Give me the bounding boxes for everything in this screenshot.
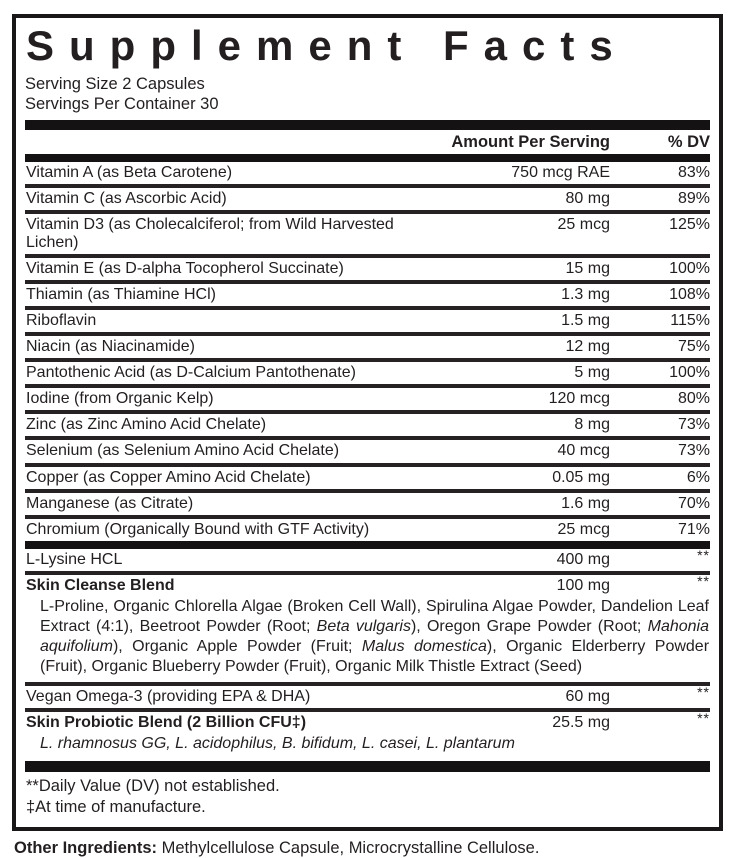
botanical-name: Malus domestica (361, 638, 487, 656)
nutrient-line (25, 684, 710, 708)
amount-value: 400 mg (556, 550, 610, 568)
nutrient-name: Chromium (Organically Bound with GTF Activity) (26, 520, 370, 538)
dv-value: 108% (669, 285, 710, 303)
nutrient-line (25, 386, 710, 410)
dv-value: 125% (669, 215, 710, 233)
nutrient-line (25, 212, 710, 254)
amount-value: 1.3 mg (561, 285, 610, 303)
divider-bar-top (25, 120, 710, 130)
nutrient-line (25, 186, 710, 210)
other-ingredients-text: Methylcellulose Capsule, Microcrystalline Cellulose. (157, 839, 540, 858)
nutrient-line (25, 491, 710, 515)
nutrient-line (25, 334, 710, 358)
nutrient-name: Thiamin (as Thiamine HCl) (26, 285, 216, 303)
nutrient-line (25, 465, 710, 489)
dv-value: 89% (677, 189, 710, 207)
amount-per-serving-header: Amount Per Serving (451, 132, 610, 151)
other-ingredients-label: Other Ingredients: (14, 839, 158, 858)
nutrient-name: Vitamin A (as Beta Carotene) (26, 163, 233, 181)
page-title: Supplement Facts (26, 22, 628, 69)
dv-value: 6% (686, 468, 710, 486)
amount-value: 60 mg (565, 687, 610, 705)
dv-value: 73% (677, 416, 710, 434)
ingredient-text: ), Organic Elderberry Powder (Fruit), Organic Blueberry Powder (Fruit), Organic Milk Thistle Extract (Seed) (40, 638, 710, 676)
nutrient-name: Iodine (from Organic Kelp) (26, 390, 214, 408)
divider-bar-bottom (25, 761, 710, 772)
botanical-name: L. rhamnosus GG, L. acidophilus, B. bifidum, L. casei, L. plantarum (40, 734, 515, 752)
serving-size-line: Serving Size 2 Capsules (25, 75, 205, 94)
table-row (25, 682, 710, 708)
table-row (25, 571, 710, 682)
table-row (25, 210, 710, 254)
nutrient-line (25, 360, 710, 384)
nutrient-name: Selenium (as Selenium Amino Acid Chelate) (26, 442, 340, 460)
nutrient-line (25, 412, 710, 436)
dv-value: 70% (677, 494, 710, 512)
nutrient-table-section-1 (25, 162, 710, 541)
ingredient-text: L-Proline, Organic Chlorella Algae (Broken Cell Wall), Spirulina Algae Powder, Dandelion Leaf Extract (4:1), Beetroot Powder (Root; (40, 598, 709, 636)
dv-value: 80% (677, 390, 710, 408)
table-row (25, 332, 710, 358)
nutrient-name: L-Lysine HCL (26, 550, 123, 568)
table-row (25, 162, 710, 184)
nutrient-line (25, 710, 710, 734)
blend-ingredients (25, 734, 710, 758)
amount-value: 80 mg (565, 189, 610, 207)
table-row (25, 184, 710, 210)
dv-value: 73% (677, 442, 710, 460)
nutrient-name: Riboflavin (26, 311, 97, 329)
amount-value: 0.05 mg (552, 468, 610, 486)
table-row (25, 280, 710, 306)
amount-value: 100 mg (556, 576, 610, 594)
amount-value: 12 mg (565, 338, 610, 356)
nutrient-line (25, 546, 710, 571)
amount-value: 15 mg (565, 259, 610, 277)
table-row (25, 254, 710, 280)
dv-value: ** (697, 546, 710, 563)
divider-bar-middle (25, 541, 710, 549)
table-row (25, 410, 710, 436)
table-row (25, 436, 710, 462)
table-row (25, 515, 710, 541)
amount-value: 25 mcg (557, 215, 610, 233)
percent-dv-header: % DV (667, 132, 710, 151)
amount-value: 5 mg (574, 364, 610, 382)
amount-value: 1.5 mg (561, 311, 610, 329)
servings-per-container-line: Servings Per Container 30 (25, 95, 219, 114)
supplement-facts-panel (12, 14, 723, 831)
botanical-name: Beta vulgaris (316, 618, 411, 636)
amount-value: 25 mcg (557, 520, 610, 538)
blend-ingredients (25, 597, 710, 682)
ingredient-text: ), Organic Apple Powder (Fruit; (112, 638, 362, 656)
dv-value: 75% (677, 338, 710, 356)
table-row (25, 463, 710, 489)
botanical-name: Mahonia aquifolium (40, 618, 709, 656)
dv-value: ** (697, 683, 710, 700)
nutrient-name: Vitamin E (as D-alpha Tocopherol Succinate) (26, 259, 344, 277)
nutrient-name: Vegan Omega-3 (providing EPA & DHA) (26, 687, 311, 705)
amount-value: 40 mcg (557, 442, 610, 460)
footnote-time-of-manufacture: ‡At time of manufacture. (26, 798, 206, 817)
nutrient-line (25, 438, 710, 462)
nutrient-name: Copper (as Copper Amino Acid Chelate) (26, 468, 311, 486)
nutrient-line (25, 517, 710, 541)
ingredient-text: ), Oregon Grape Powder (Root; (410, 618, 648, 636)
dv-value: 115% (670, 311, 710, 329)
amount-value: 8 mg (574, 416, 610, 434)
amount-value: 120 mcg (548, 390, 610, 408)
nutrient-name: Niacin (as Niacinamide) (26, 338, 195, 356)
footnote-dv-not-established: **Daily Value (DV) not established. (26, 776, 280, 795)
nutrient-line (25, 573, 710, 597)
divider-bar-header (25, 154, 710, 162)
nutrient-name: Pantothenic Acid (as D-Calcium Pantothenate) (26, 364, 356, 382)
nutrient-name: Vitamin D3 (as Cholecalciferol; from Wild Harvested Lichen) (26, 215, 394, 251)
nutrient-name: Skin Cleanse Blend (26, 576, 175, 594)
table-row (25, 489, 710, 515)
table-row (25, 708, 710, 758)
other-ingredients-line (1, 839, 735, 858)
nutrient-name: Vitamin C (as Ascorbic Acid) (26, 189, 227, 207)
footnotes (25, 772, 710, 821)
nutrient-line (25, 308, 710, 332)
nutrient-name: Skin Probiotic Blend (2 Billion CFU‡) (26, 713, 307, 731)
nutrient-line (25, 282, 710, 306)
table-row (25, 358, 710, 384)
amount-value: 750 mcg RAE (511, 163, 610, 181)
dv-value: 83% (677, 163, 710, 181)
table-row (25, 546, 710, 571)
dv-value: 100% (669, 259, 710, 277)
table-row (25, 306, 710, 332)
dv-value: ** (697, 709, 710, 726)
dv-value: 71% (677, 520, 710, 538)
table-row (25, 384, 710, 410)
nutrient-line (25, 256, 710, 280)
table-header-row (25, 130, 710, 154)
nutrient-table-section-2 (25, 546, 710, 758)
dv-value: ** (697, 572, 710, 589)
dv-value: 100% (669, 364, 710, 382)
nutrient-name: Manganese (as Citrate) (26, 494, 194, 512)
nutrient-name: Zinc (as Zinc Amino Acid Chelate) (26, 416, 267, 434)
amount-value: 25.5 mg (552, 713, 610, 731)
amount-value: 1.6 mg (561, 494, 610, 512)
nutrient-line (25, 162, 710, 184)
